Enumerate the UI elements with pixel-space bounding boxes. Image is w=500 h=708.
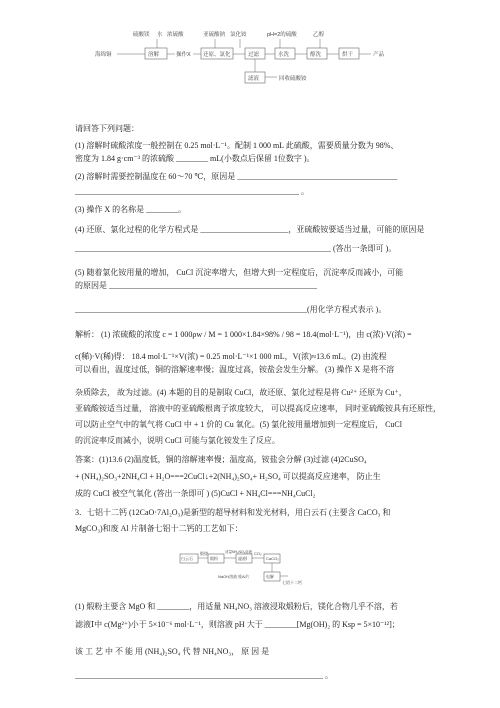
svg-text:适量NH₄NO₃溶液: 适量NH₄NO₃溶液 xyxy=(225,550,253,554)
svg-text:煅粉: 煅粉 xyxy=(210,556,218,561)
svg-text:废Al片: 废Al片 xyxy=(238,574,250,579)
svg-text:白云石: 白云石 xyxy=(181,556,193,561)
reagent-label: 水 xyxy=(157,32,163,38)
analysis-line: 可以防止空气中的氧气将 CuCl 中 + 1 价的 Cu 氧化。(5) 氯化铵用量增加到一定程度后， CuCl xyxy=(75,420,402,429)
step-label: 溶解 xyxy=(148,52,160,58)
reagent-label: 硫酸镁 xyxy=(133,32,150,38)
analysis-line: 解析： (1) 浓硫酸的浓度 c = 1 000ρw / M = 1 000×1.84×98% / 98 = 18.4(mol·L⁻¹)，由 c(浓)·V(浓) = xyxy=(75,330,412,339)
answer-line: 答案：(1)13.6 (2)温度低，铜的溶解速率慢；温度高，铵盐会分解 (3)过滤 (4)2CuSO₄ xyxy=(75,455,367,464)
process-flow-diagram xyxy=(95,8,395,120)
reagent-label: 浓硫酸 xyxy=(167,32,184,38)
reagent-label: 亚硫酸钠 xyxy=(203,32,226,38)
step-label: 过滤 xyxy=(248,52,260,58)
step-label: 产品 xyxy=(373,52,385,58)
question-line: 滤液Ⅰ中 c(Mg²⁺)小于 5×10⁻⁶ mol·L⁻¹，则溶液 pH 大于 ________[Mg(OH)₂ 的 Ksp = 5×10⁻¹²]； xyxy=(75,620,400,629)
question-line: ______________________________________________________________ 。 xyxy=(75,671,333,680)
reagent-label: pH=2的硫酸 xyxy=(267,32,297,38)
svg-text:NaOH溶液: NaOH溶液 xyxy=(218,574,238,579)
question-line: (5) 随着氯化铵用量的增加， CuCl 沉淀率增大，但增大到一定程度后，沉淀率反而减小，可能 xyxy=(75,268,404,277)
question-line: MgCO₃)和废 Al 片制备七铝十二钙的工艺如下： xyxy=(75,524,243,533)
svg-text:滤液Ⅰ: 滤液Ⅰ xyxy=(238,556,248,561)
svg-text:电解: 电解 xyxy=(266,574,274,579)
analysis-line: 亚硫酸铵适当过量， 溶液中的亚硫酸根离子浓度较大， 可以提高反应速率， 同时亚硫酸铵具有还原性， xyxy=(75,404,441,413)
reagent-label: 乙醇 xyxy=(313,32,325,38)
step-label: 还原、氯化 xyxy=(203,52,231,58)
step-label: 海绵铜 xyxy=(95,52,112,58)
svg-text:CO₂: CO₂ xyxy=(254,551,262,556)
answer-line: 成的 CuCl 被空气氧化 (答出一条即可 ) (5)CuCl + NH₄Cl===NH₄CuCl₂ xyxy=(75,489,316,498)
svg-text:煅烧: 煅烧 xyxy=(200,551,208,556)
step-label: 操作X xyxy=(176,52,191,58)
analysis-line: 杂质除去， 故为过滤。(4) 本题的目的是制取 CuCl，故还原、氯化过程是将 Cu²⁺ 还原为 Cu⁺， xyxy=(75,388,407,397)
analysis-line: c(稀)·V(稀)得： 18.4 mol·L⁻¹×V(浓) = 0.25 mol·L⁻¹×1 000 mL，V(浓)≈13.6 mL。(2) 由流程 xyxy=(75,352,387,361)
question-line: (4) 还原、氯化过程的化学方程式是 ______________________，亚硫酸铵要适当过量，可能的原因是 xyxy=(75,225,425,234)
step-label: 回收硫酸铵 xyxy=(279,76,307,82)
step-label: 滤液 xyxy=(248,76,260,82)
question-line: (3) 操作 X 的名称是 ________。 xyxy=(75,205,187,214)
question-line: (1) 煅粉主要含 MgO 和 ________，用适量 NH₄NO₃ 溶液浸取煅粉后，镁化合物几乎不溶，若 xyxy=(75,602,398,611)
reagent-label: 氯化铵 xyxy=(230,32,247,38)
question-line: __________________________________________________________(用化学方程式表示 )。 xyxy=(75,305,387,314)
step-label: 烘干 xyxy=(342,52,354,58)
svg-text:七铝十二钙: 七铝十二钙 xyxy=(282,580,302,585)
question-line: 该 工 艺 中 不 能 用 (NH₄)₂SO₄ 代 替 NH₄NO₃， 原 因 是 xyxy=(75,647,270,656)
process-flow-diagram-2 xyxy=(178,548,308,588)
analysis-line: 的沉淀率反而减小，说明 CuCl 可能与氯化铵发生了反应。 xyxy=(75,436,280,445)
svg-text:CaCO₃: CaCO₃ xyxy=(266,556,279,561)
instruction-line: 请回答下列问题： xyxy=(75,124,139,133)
question-line: ________________________________________________________ 。 xyxy=(75,187,309,196)
question-line: (2) 溶解时需要控制温度在 60～70 ℃，原因是 ________________________________________ xyxy=(75,172,398,181)
question-line: 3．七铝十二钙 (12CaO·7Al₂O₃)是新型的超导材料和发光材料，用白云石 (主要含 CaCO₃ 和 xyxy=(75,508,391,517)
analysis-line: 可以看出，温度过低，铜的溶解速率慢；温度过高，铵盐会发生分解。 (3) 操作 X 是将不溶 xyxy=(75,365,395,374)
question-line: (1) 溶解时硫酸浓度一般控制在 0.25 mol·L⁻¹。配制 1 000 mL 此硫酸，需要质量分数为 98%、 xyxy=(75,141,399,150)
question-line: 密度为 1.84 g·cm⁻³ 的浓硫酸 ________ mL(小数点后保留 1位数字 )。 xyxy=(75,154,315,163)
question-line: ________________________________________________________________ (答出一条即可 )。 xyxy=(75,244,397,253)
answer-line: + (NH₄)₂SO₃+2NH₄Cl + H₂O===2CuCl↓+2(NH₄)₂SO₄+ H₂SO₄ 可以提高反应速率， 防止生 xyxy=(75,472,381,481)
step-label: 醇洗 xyxy=(310,52,322,58)
question-line: 的原因是 ____________________________________________________ xyxy=(75,281,317,290)
step-label: 水洗 xyxy=(278,52,290,58)
